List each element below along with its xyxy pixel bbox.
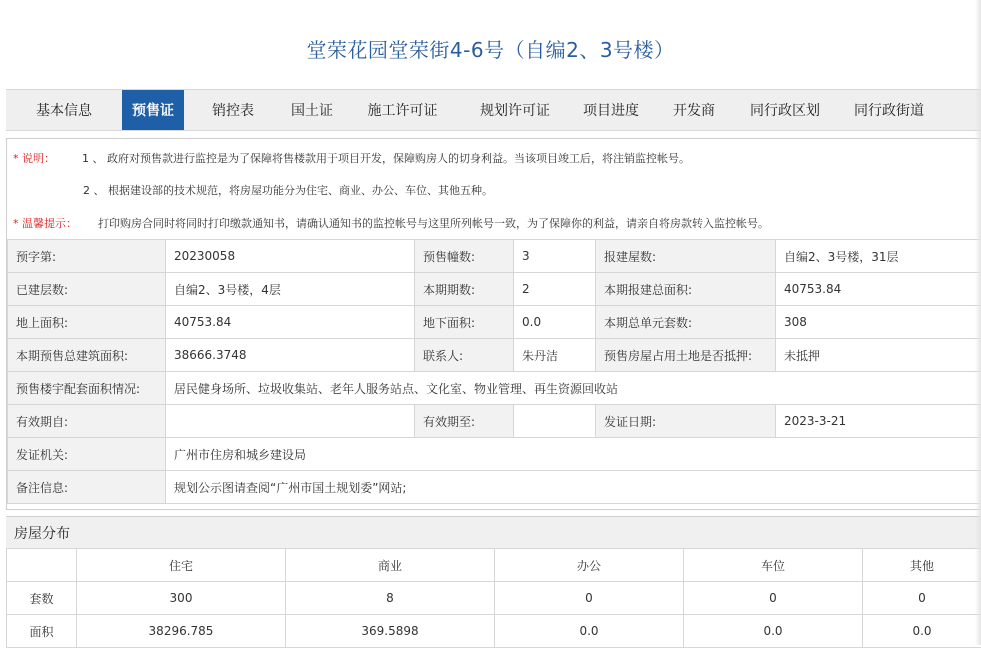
area-commercial: 369.5898: [286, 615, 495, 648]
row-label-area: 面积: [7, 615, 77, 648]
tip-label: * 温馨提示：: [13, 217, 77, 230]
underground-area-label: 地下面积:: [415, 306, 514, 339]
contact-label: 联系人:: [415, 339, 514, 372]
valid-to-label: 有效期至:: [415, 405, 514, 438]
explain-note-1: [13, 150, 690, 166]
valid-from-label: 有效期自:: [8, 405, 166, 438]
tab-construction-permit[interactable]: 施工许可证: [342, 90, 463, 130]
row-label-units: 套数: [7, 582, 77, 615]
supporting-facilities-label: 预售楼宇配套面积情况:: [8, 372, 166, 405]
distribution-table: [6, 548, 981, 648]
presale-total-area-label: 本期预售总建筑面积:: [8, 339, 166, 372]
underground-area-value: 0.0: [514, 306, 596, 339]
permit-info-table: [7, 239, 981, 504]
total-units-value: 308: [776, 306, 981, 339]
tab-basic-info[interactable]: 基本信息: [6, 90, 122, 130]
explain-text-2: 2 、 根据建设部的技术规范，将房屋功能分为住宅、商业、办公、车位、其他五种。: [83, 184, 493, 197]
presale-no-label: 预字第:: [8, 240, 166, 273]
built-floors-value: 自编2、3号楼，4层: [166, 273, 415, 306]
distribution-header-row: [7, 549, 981, 582]
col-header-residential: 住宅: [77, 549, 286, 582]
units-commercial: 8: [286, 582, 495, 615]
built-floors-label: 已建层数:: [8, 273, 166, 306]
units-office: 0: [495, 582, 684, 615]
phase-no-label: 本期期数:: [415, 273, 514, 306]
corner-cell: [7, 549, 77, 582]
phase-no-value: 2: [514, 273, 596, 306]
reported-floors-label: 报建屋数:: [596, 240, 776, 273]
valid-from-value: [166, 405, 415, 438]
area-other: 0.0: [863, 615, 981, 648]
issuing-authority-value: 广州市住房和城乡建设局: [166, 438, 981, 471]
info-row: [8, 438, 981, 471]
tab-presale-permit[interactable]: 预售证: [122, 90, 184, 130]
contact-value: 朱丹洁: [514, 339, 596, 372]
col-header-office: 办公: [495, 549, 684, 582]
issue-date-value: 2023-3-21: [776, 405, 981, 438]
info-row: [8, 273, 981, 306]
presale-permit-panel: [6, 138, 981, 510]
remarks-label: 备注信息:: [8, 471, 166, 504]
above-ground-area-label: 地上面积:: [8, 306, 166, 339]
tab-same-street[interactable]: 同行政街道: [837, 90, 941, 130]
total-units-label: 本期总单元套数:: [596, 306, 776, 339]
tip-text: 打印购房合同时将同时打印缴款通知书，请确认通知书的监控帐号与这里所列帐号一致，为了保障你的利益，请亲自将房款转入监控帐号。: [98, 217, 769, 230]
col-header-other: 其他: [863, 549, 981, 582]
total-reported-area-label: 本期报建总面积:: [596, 273, 776, 306]
explain-label: * 说明：: [13, 152, 55, 165]
presale-total-area-value: 38666.3748: [166, 339, 415, 372]
table-row: [7, 615, 981, 648]
info-row: [8, 372, 981, 405]
valid-to-value: [514, 405, 596, 438]
issue-date-label: 发证日期:: [596, 405, 776, 438]
page-edge-shadow: [975, 0, 981, 645]
tab-sales-control[interactable]: 销控表: [184, 90, 282, 130]
info-row: [8, 339, 981, 372]
presale-buildings-value: 3: [514, 240, 596, 273]
info-row: [8, 471, 981, 504]
distribution-heading: 房屋分布: [6, 516, 981, 548]
remarks-value: 规划公示图请查阅“广州市国土规划委”网站;: [166, 471, 981, 504]
reported-floors-value: 自编2、3号楼，31层: [776, 240, 981, 273]
presale-buildings-label: 预售幢数:: [415, 240, 514, 273]
area-residential: 38296.785: [77, 615, 286, 648]
tab-bar: [6, 89, 981, 131]
units-residential: 300: [77, 582, 286, 615]
total-reported-area-value: 40753.84: [776, 273, 981, 306]
issuing-authority-label: 发证机关:: [8, 438, 166, 471]
explain-text-1: 1 、 政府对预售款进行监控是为了保障将售楼款用于项目开发，保障购房人的切身利益。当该项目竣工后，将注销监控帐号。: [82, 152, 690, 165]
area-parking: 0.0: [684, 615, 863, 648]
page-title: 堂荣花园堂荣街4-6号（自编2、3号楼）: [0, 34, 981, 63]
table-row: [7, 582, 981, 615]
explain-note-2: [83, 182, 493, 198]
info-row: [8, 306, 981, 339]
supporting-facilities-value: 居民健身场所、垃圾收集站、老年人服务站点、文化室、物业管理、再生资源回收站: [166, 372, 981, 405]
units-other: 0: [863, 582, 981, 615]
tip-note: [13, 215, 769, 231]
land-mortgage-label: 预售房屋占用土地是否抵押:: [596, 339, 776, 372]
tab-land-cert[interactable]: 国土证: [282, 90, 342, 130]
area-office: 0.0: [495, 615, 684, 648]
info-row: [8, 240, 981, 273]
presale-no-value: 20230058: [166, 240, 415, 273]
tab-developer[interactable]: 开发商: [655, 90, 733, 130]
tab-same-district[interactable]: 同行政区划: [733, 90, 837, 130]
info-row: [8, 405, 981, 438]
tab-project-progress[interactable]: 项目进度: [567, 90, 655, 130]
col-header-parking: 车位: [684, 549, 863, 582]
above-ground-area-value: 40753.84: [166, 306, 415, 339]
tab-planning-permit[interactable]: 规划许可证: [463, 90, 567, 130]
units-parking: 0: [684, 582, 863, 615]
col-header-commercial: 商业: [286, 549, 495, 582]
land-mortgage-value: 未抵押: [776, 339, 981, 372]
